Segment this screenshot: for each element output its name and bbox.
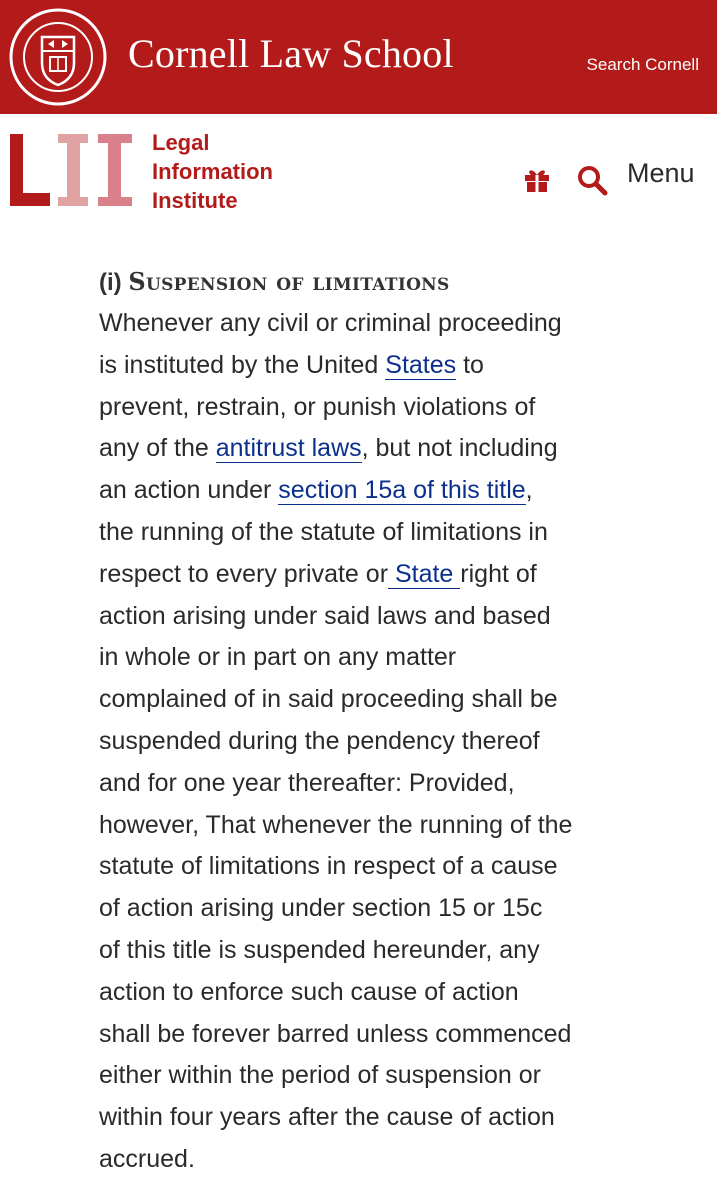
text-line: within four years after the cause of action bbox=[99, 1103, 555, 1132]
text-line: prevent, restrain, or punish violations of bbox=[99, 392, 536, 421]
text-line bbox=[99, 470, 639, 512]
text-line: the running of the statute of limitations in bbox=[99, 517, 548, 546]
text-line bbox=[99, 554, 639, 596]
text-line: complained of in said proceeding shall be bbox=[99, 685, 558, 714]
section-heading bbox=[99, 262, 639, 303]
lii-name[interactable] bbox=[152, 128, 273, 215]
text-line: of this title is suspended hereunder, any bbox=[99, 935, 540, 964]
lii-name-line-information: Information bbox=[152, 159, 273, 184]
text-line: suspended during the pendency thereof bbox=[99, 726, 540, 755]
text-line: action arising under said laws and based bbox=[99, 601, 551, 630]
text-line: and for one year thereafter: Provided, bbox=[99, 768, 515, 797]
lii-name-line-legal: Legal bbox=[152, 130, 210, 155]
states-link[interactable]: States bbox=[385, 350, 457, 379]
text-segment: is instituted by the United bbox=[99, 350, 386, 379]
text-segment: , but not including bbox=[361, 434, 558, 463]
section-15a-link[interactable]: section 15a of this title bbox=[278, 476, 526, 505]
text-line: however, That whenever the running of the bbox=[99, 810, 573, 839]
state-link[interactable]: State bbox=[388, 559, 461, 588]
text-line: of action arising under section 15 or 15c bbox=[99, 894, 543, 923]
statute-section bbox=[99, 262, 639, 1181]
cornell-seal-icon[interactable] bbox=[8, 7, 108, 107]
text-line: accrued. bbox=[99, 1144, 195, 1173]
text-line: in whole or in part on any matter bbox=[99, 643, 457, 672]
section-number: (i) bbox=[99, 269, 122, 296]
text-segment: to bbox=[456, 350, 484, 379]
text-line: action to enforce such cause of action bbox=[99, 977, 519, 1006]
cornell-header-bar bbox=[0, 0, 717, 114]
antitrust-laws-link[interactable]: antitrust laws bbox=[215, 434, 362, 463]
text-line: either within the period of suspension or bbox=[99, 1061, 541, 1090]
text-segment: , bbox=[525, 476, 533, 505]
search-cornell-link[interactable]: Search Cornell bbox=[586, 55, 699, 74]
text-segment: right of bbox=[460, 559, 537, 588]
lii-name-line-institute: Institute bbox=[152, 188, 238, 213]
search-icon[interactable] bbox=[576, 164, 608, 196]
lii-header bbox=[0, 114, 717, 232]
cornell-law-school-title[interactable]: Cornell Law School bbox=[128, 31, 454, 76]
text-segment: an action under bbox=[99, 476, 279, 505]
lii-logo[interactable] bbox=[10, 130, 135, 210]
text-line: Whenever any civil or criminal proceeding bbox=[99, 309, 562, 337]
text-segment: respect to every private or bbox=[99, 559, 389, 588]
text-line: statute of limitations in respect of a cause bbox=[99, 852, 558, 881]
text-segment: any of the bbox=[99, 434, 216, 463]
gift-icon[interactable] bbox=[522, 164, 552, 194]
text-line: shall be forever barred unless commenced bbox=[99, 1019, 572, 1048]
menu-button[interactable]: Menu bbox=[627, 158, 695, 188]
text-line bbox=[99, 428, 639, 470]
text-line bbox=[99, 345, 639, 387]
section-title: Suspension of limitations bbox=[128, 267, 450, 296]
